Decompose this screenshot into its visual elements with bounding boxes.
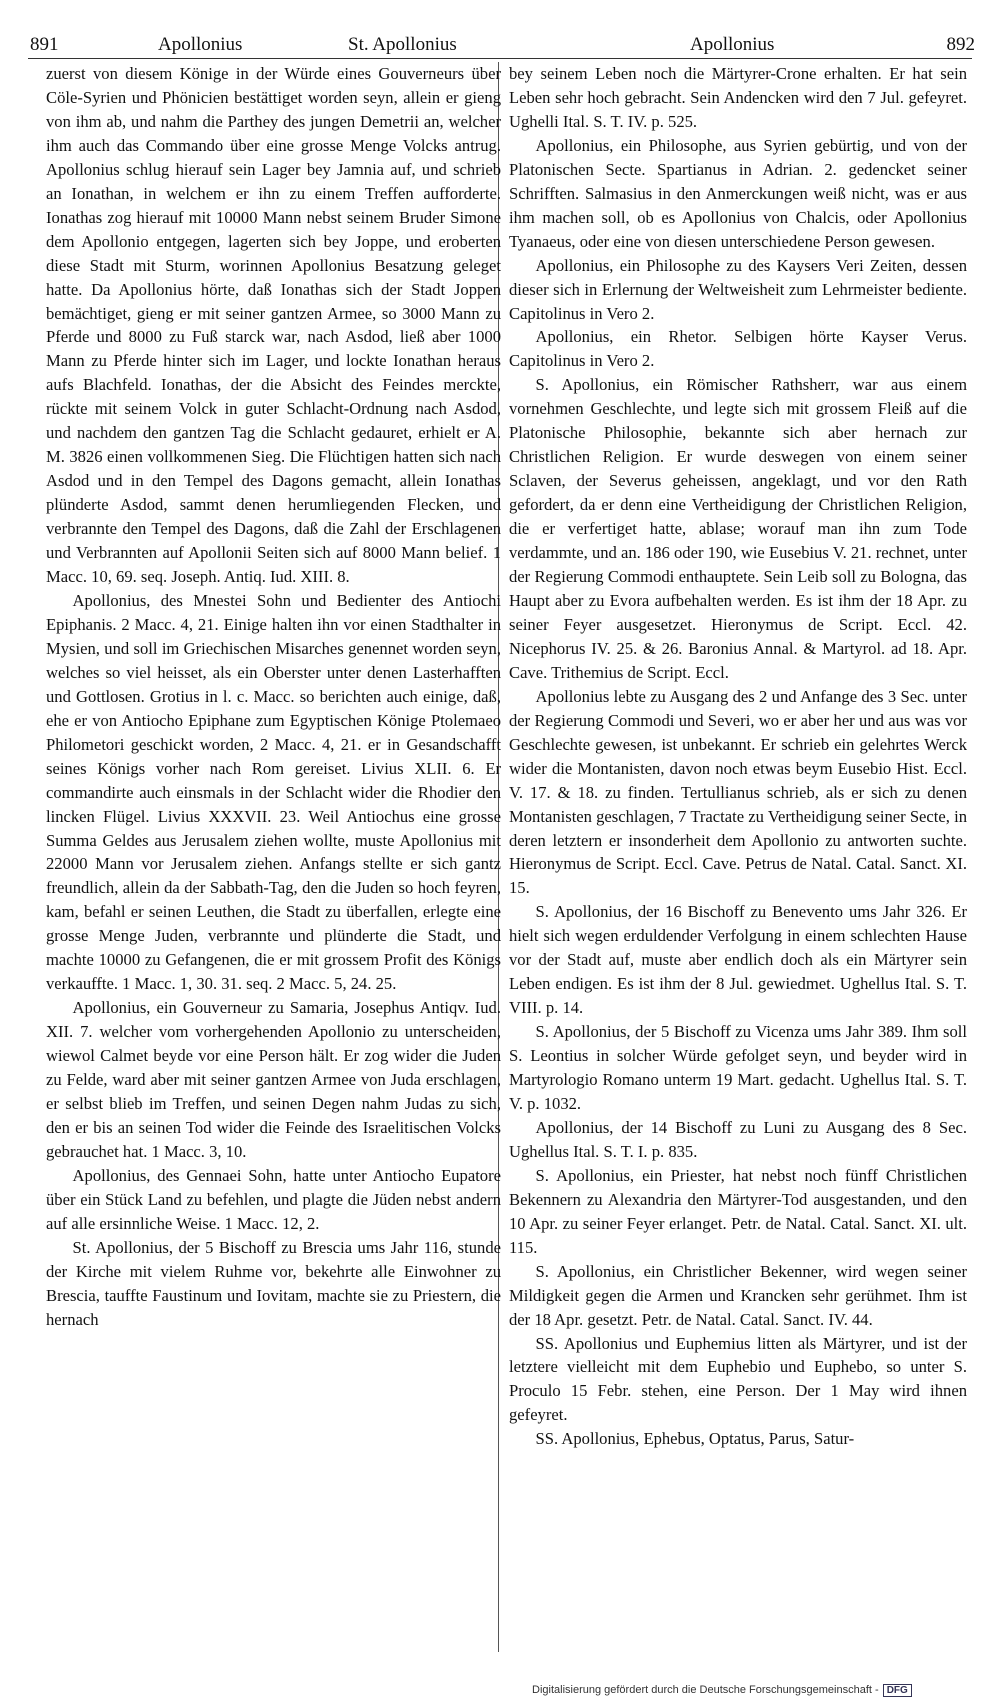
paragraph: Apollonius lebte zu Ausgang des 2 und Anfange des 3 Sec. unter der Regierung Commodi und Severi, wo er aber her und aus was vor Geschlechte gewesen, ist unbekannt. Er schrieb ein gelehrtes Werck wider die Montanisten, davon noch etwas beym Eusebio Hist. Eccl. V. 17. & 18. zu finden. Tertullianus schrieb, als er sich zu denen Montanisten geschlagen, 7 Tractate zu Vertheidigung seiner Secte, in deren letztern er insonderheit dem Apollonio zu antworten suchte. Hieronymus de Script. Eccl. Cave. Petrus de Natal. Catal. Sanct. XI. 15.: [509, 686, 967, 898]
page-number-left: 891: [30, 34, 59, 55]
digitization-credit: [532, 1684, 992, 1700]
paragraph: Apollonius, ein Philosophe, aus Syrien gebürtig, und von der Platonischen Secte. Spartianus in Adrian. 2. gedencket seiner Schrifften. Salmasius in den Anmerckungen weiß nicht, was er aus ihm machen soll, ob es Apollonius von Chalcis, oder Apollonius Tyanaeus, oder eine von diesen unterschiedene Person gewesen.: [509, 135, 967, 251]
paragraph: bey seinem Leben noch die Märtyrer-Crone erhalten. Er hat sein Leben sehr hoch gebracht. Sein Andencken wird den 7 Jul. gefeyret. Ughelli Ital. S. T. IV. p. 525.: [509, 64, 967, 131]
header-keyword-left: Apollonius: [158, 34, 243, 55]
paragraph: Apollonius, ein Gouverneur zu Samaria, Josephus Antiqv. Iud. XII. 7. welcher vom vorhergehenden Apollonio zu unterscheiden, wiewol Calmet beyde vor eine Person hält. Er zog wider die Juden zu Felde, ward aber mit seiner gantzen Armee von Juda erschlagen, er selbst blieb im Treffen, und seinen Degen nahm Judas zu sich, den er bis an seinen Tod wider die Feinde des Israelitischen Volcks gebrauchet hat. 1 Macc. 3, 10.: [46, 998, 501, 1161]
paragraph: S. Apollonius, ein Christlicher Bekenner, wird wegen seiner Mildigkeit gegen die Armen und Krancken sehr gerühmet. Ihm ist der 18 Apr. gesetzt. Petr. de Natal. Catal. Sanct. IV. 44.: [509, 1261, 967, 1329]
paragraph: S. Apollonius, der 5 Bischoff zu Vicenza ums Jahr 389. Ihm soll S. Leontius in solcher Würde gefolget seyn, und beyder wird in Martyrologio Romano unterm 19 Mart. gedacht. Ughellus Ital. S. T. V. p. 1032.: [509, 1022, 967, 1113]
paragraph: S. Apollonius, ein Römischer Rathsherr, war aus einem vornehmen Geschlechte, und legte sich mit grossem Fleiß auf die Platonische Philosophie, bekannte sich aber hernach zur Christlichen Religion. Er wurde deswegen von einem seiner Sclaven, der Severus geheissen, angeklagt, und vor den Rath gefordert, da er denn eine Vertheidigung der Christlichen Religion, die er verfertiget hatte, ablase; worauf man ihn zum Tode verdammte, und an. 186 oder 190, wie Eusebius V. 21. rechnet, unter der Regierung Commodi enthauptete. Sein Leib soll zu Bologna, das Haupt aber zu Evora aufbehalten werden. Es ist ihm der 18 Apr. zu seiner Feyer ausgesetzet. Hieronymus de Script. Eccl. 42. Nicephorus IV. 25. & 26. Baronius Annal. & Martyrol. ad 18. Apr. Cave. Trithemius de Script. Eccl.: [509, 375, 967, 682]
header-keyword-center: St. Apollonius: [348, 34, 457, 55]
paragraph: SS. Apollonius, Ephebus, Optatus, Parus, Satur-: [535, 1429, 855, 1449]
left-column: [46, 62, 501, 1332]
header-rule: [28, 58, 972, 59]
running-header: [30, 34, 975, 60]
paragraph: St. Apollonius, der 5 Bischoff zu Brescia ums Jahr 116, stunde der Kirche mit vielem Ruhme vor, bekehrte alle Einwohner zu Brescia, tauffte Faustinum und Iovitam, machte sie zu Priestern, die hernach: [46, 1237, 501, 1329]
paragraph: Apollonius, ein Philosophe zu des Kaysers Veri Zeiten, dessen dieser sich in Erlernung der Weltweisheit zum Lehrmeister bediente. Capitolinus in Vero 2.: [509, 255, 967, 323]
paragraph: S. Apollonius, ein Priester, hat nebst noch fünff Christlichen Bekennern zu Alexandria den Märtyrer-Tod ausgestanden, und den 10 Apr. zu seiner Feyer erlanget. Petr. de Natal. Catal. Sanct. XI. ult. 115.: [509, 1165, 967, 1257]
paragraph: Apollonius, des Gennaei Sohn, hatte unter Antiocho Eupatore über ein Stück Land zu befehlen, und plagte die Jüden nebst andern auf alle ersinnliche Weise. 1 Macc. 12, 2.: [46, 1165, 501, 1233]
paragraph: Apollonius, ein Rhetor. Selbigen hörte Kayser Verus. Capitolinus in Vero 2.: [509, 327, 967, 371]
credit-text: Digitalisierung gefördert durch die Deutsche Forschungsgemeinschaft -: [532, 1684, 879, 1696]
page-number-right: 892: [946, 34, 975, 55]
right-column: [509, 62, 967, 1451]
paragraph: S. Apollonius, der 16 Bischoff zu Benevento ums Jahr 326. Er hielt sich wegen erduldender Verfolgung in einem schlechten Hause vor der Stadt auf, muste aber endlich doch als ein Märtyrer sein Leben endigen. Es ist ihm der 8 Jul. gewiedmet. Ughellus Ital. S. T. VIII. p. 14.: [509, 902, 967, 1018]
paragraph: Apollonius, des Mnestei Sohn und Bedienter des Antiochi Epiphanis. 2 Macc. 4, 21. Einige halten ihn vor einen Stadthalter in Mysien, und soll im Griechischen Misarches genennet worden seyn, welches so viel heisset, als ein Oberster unter denen Lasterhafften und Gottlosen. Grotius in l. c. Macc. so berichten auch einige, daß, ehe er von Antiocho Epiphane zum Egyptischen Könige Ptolemaeo Philometori geschickt worden, 2 Macc. 4, 21. er in Gesandschafft seines Königs vorher nach Rom gereiset. Livius XLII. 6. Er commandirte auch einsmals in der Schlacht wider die Rhodier den lincken Flügel. Livius XXXVII. 23. Weil Antiochus eine grosse Summa Geldes aus Jerusalem ziehen wollte, muste Apollonius mit 22000 Mann vor Jerusalem ziehen. Anfangs stellte er sich gantz freundlich, allein da der Sabbath-Tag, den die Juden so hoch feyren, kam, befahl er seinen Leuthen, die Stadt zu überfallen, erlegte eine grosse Menge Juden, verbrannte und plünderte die Stadt, und machte 10000 zu Gefangenen, die er mit grossem Profit des Königs verkauffte. 1 Macc. 1, 30. 31. seq. 2 Macc. 5, 24. 25.: [46, 590, 501, 994]
dfg-logo: DFG: [883, 1684, 912, 1697]
paragraph: SS. Apollonius und Euphemius litten als Märtyrer, und ist der letztere vielleicht mit dem Euphebio und Euphebo, so unter S. Proculo 15 Febr. stehen, eine Person. Der 1 May wird ihnen gefeyret.: [509, 1333, 967, 1425]
header-keyword-right: Apollonius: [690, 34, 775, 55]
paragraph: Apollonius, der 14 Bischoff zu Luni zu Ausgang des 8 Sec. Ughellus Ital. S. T. I. p. 835.: [509, 1117, 967, 1161]
paragraph: zuerst von diesem Könige in der Würde eines Gouverneurs über Cöle-Syrien und Phönicien bestättiget worden seyn, allein er gieng von ihm ab, und nahm die Parthey des jungen Demetrii an, welcher ihm auch das Commando über eine grosse Menge Volcks antrug. Apollonius schlug hierauf sein Lager bey Jamnia auf, und schrieb an Ionathan, in welchem er ihn zu einem Treffen aufforderte. Ionathas zog hierauf mit 10000 Mann nebst seinem Bruder Simone dem Apollonio entgegen, lagerten sich bey Joppe, und eroberten diese Stadt mit Sturm, worinnen Apollonius Besatzung geleget hatte. Da Apollonius hörte, daß Ionathas sich der Stadt Joppen bemächtiget, gieng er mit seiner gantzen Armee, so 3000 Mann zu Pferde und 8000 zu Fuß starck war, nach Asdod, ließ aber 1000 Mann zu Pferde hinter sich im Lager, und lockte Ionathan heraus aufs Blachfeld. Ionathas, der die Absicht des Feindes merckte, rückte mit seinem Volck in guter Schlacht-Ordnung nach Asdod, und nachdem den gantzen Tag die Schlacht gedauret, erhielt er A. M. 3826 einen vollkommenen Sieg. Die Flüchtigen hatten sich nach Asdod und in den Tempel des Dagons gemacht, allein Ionathas plünderte Asdod, sammt denen herumliegenden Flecken, und verbrannte den Tempel des Dagons, daß die Zahl der Erschlagenen und Verbrannten auf Apollonii Seiten sich auf 8000 Mann belief. 1 Macc. 10, 69. seq. Joseph. Antiq. Iud. XIII. 8.: [46, 64, 501, 587]
